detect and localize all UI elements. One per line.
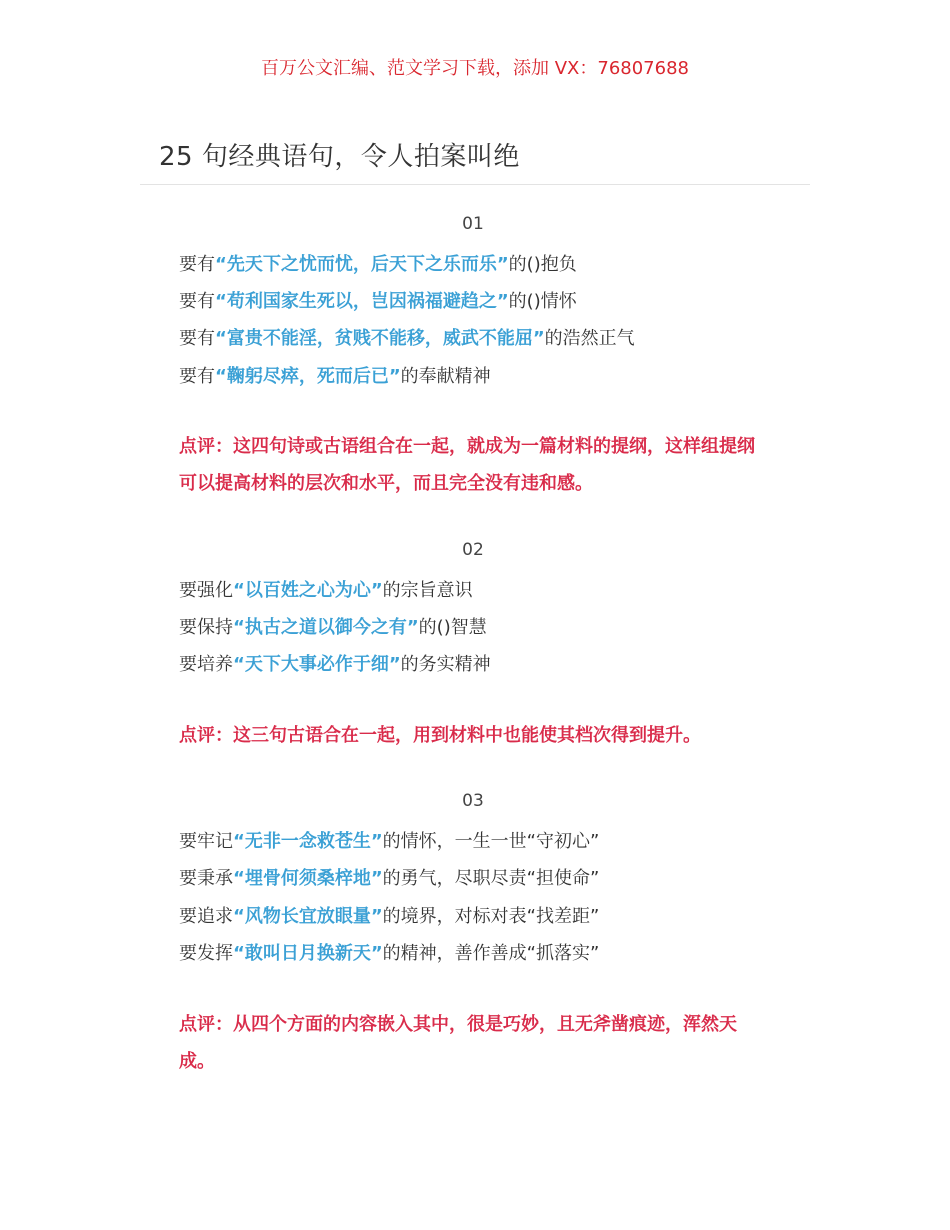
line-suffix: 的情怀，一生一世“守初心” [382,831,600,852]
section-number: 01 [462,214,484,234]
line-prefix: 要培养 [179,654,233,675]
line-quote: “埋骨何须桑梓地” [233,868,383,889]
line-suffix: 的宗旨意识 [382,580,473,601]
line-quote: “无非一念救苍生” [233,831,383,852]
line-suffix: 的()抱负 [508,254,577,275]
section-line [179,613,487,639]
section-line [179,576,473,602]
line-suffix: 的奉献精神 [400,366,491,387]
line-suffix: 的境界，对标对表“找差距” [382,906,600,927]
line-suffix: 的浩然正气 [544,328,635,349]
line-quote: “风物长宜放眼量” [233,906,383,927]
line-quote: “以百姓之心为心” [233,580,383,601]
section-line [179,939,599,965]
section-line [179,250,577,276]
line-prefix: 要追求 [179,906,233,927]
line-suffix: 的()情怀 [508,291,577,312]
section-line [179,362,491,388]
page-title: 25 句经典语句，令人拍案叫绝 [159,142,520,172]
section-number: 03 [462,791,484,811]
line-prefix: 要发挥 [179,943,233,964]
line-prefix: 要保持 [179,617,233,638]
section-line [179,827,599,853]
line-suffix: 的勇气，尽职尽责“担使命” [382,868,600,889]
line-quote: “富贵不能淫，贫贱不能移，威武不能屈” [215,328,545,349]
section-line [179,902,599,928]
line-quote: “苟利国家生死以，岂因祸福避趋之” [215,291,509,312]
section-comment: 点评：这三句古语合在一起，用到材料中也能使其档次得到提升。 [179,725,701,746]
line-quote: “先天下之忧而忧，后天下之乐而乐” [215,254,509,275]
section-comment: 点评：从四个方面的内容嵌入其中，很是巧妙，且无斧凿痕迹，浑然天成。 [179,1014,737,1072]
line-prefix: 要牢记 [179,831,233,852]
line-prefix: 要有 [179,291,215,312]
line-quote: “敢叫日月换新天” [233,943,383,964]
line-prefix: 要有 [179,366,215,387]
section-line [179,650,491,676]
line-suffix: 的()智慧 [418,617,487,638]
line-quote: “天下大事必作于细” [233,654,401,675]
line-suffix: 的精神，善作善成“抓落实” [382,943,600,964]
line-quote: “执古之道以御今之有” [233,617,419,638]
section-comment: 点评：这四句诗或古语组合在一起，就成为一篇材料的提纲，这样组提纲可以提高材料的层次和水平，而且完全没有违和感。 [179,436,755,494]
section-line [179,324,635,350]
line-prefix: 要强化 [179,580,233,601]
section-number: 02 [462,540,484,560]
line-quote: “鞠躬尽瘁，死而后已” [215,366,401,387]
line-prefix: 要秉承 [179,868,233,889]
section-line [179,287,577,313]
line-prefix: 要有 [179,254,215,275]
section-line [179,864,599,890]
line-prefix: 要有 [179,328,215,349]
promo-banner: 百万公文汇编、范文学习下载，添加 VX：76807688 [261,58,689,79]
line-suffix: 的务实精神 [400,654,491,675]
